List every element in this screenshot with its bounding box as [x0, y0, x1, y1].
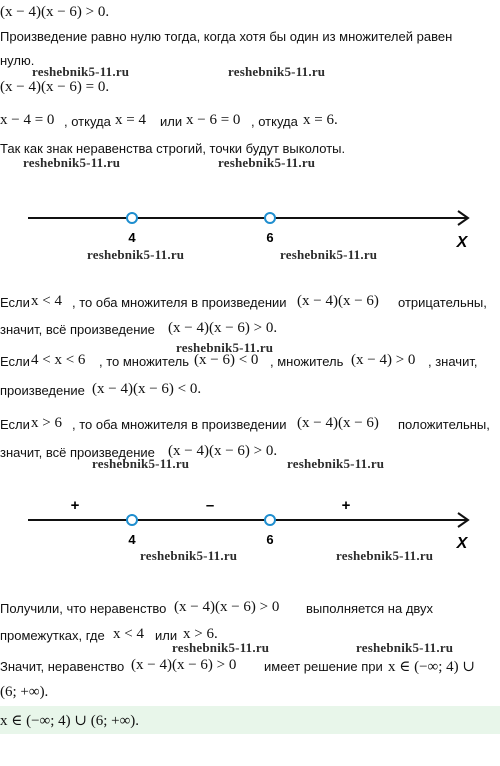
answer-box	[0, 706, 500, 734]
text-fragment: Если	[0, 295, 30, 310]
sign-plus: +	[70, 497, 80, 514]
text-fragment: , то оба множителя в произведении	[72, 295, 287, 310]
math-fragment: (x − 4)(x − 6)	[297, 293, 379, 309]
text-fragment: , значит,	[428, 354, 478, 369]
math-fragment: (x − 4)(x − 6) > 0.	[168, 443, 278, 459]
math-fragment: (x − 4)(x − 6) < 0.	[92, 381, 202, 397]
text-fragment: или	[155, 628, 178, 643]
text-fragment: , откуда	[251, 114, 298, 129]
hollow-point-6	[265, 213, 275, 223]
math-fragment: x − 4 = 0	[0, 112, 55, 128]
math-fragment: (x − 6) < 0	[194, 352, 259, 368]
watermark: reshebnik5-11.ru	[176, 340, 274, 355]
sign-plus: +	[341, 497, 351, 514]
math-fragment: x > 6.	[183, 626, 218, 642]
math-fragment: x ∈ (−∞; 4) ∪	[388, 659, 475, 675]
text-fragment: , откуда	[64, 114, 111, 129]
watermark: reshebnik5-11.ru	[356, 640, 454, 655]
number-line-2	[0, 490, 500, 552]
text-fragment: , множитель	[270, 354, 344, 369]
axis-label: X	[456, 234, 468, 251]
math-fragment: (x − 4)(x − 6) > 0.	[168, 320, 278, 336]
math-fragment: x < 4	[31, 293, 62, 309]
tick-label: 4	[128, 230, 136, 245]
watermark: reshebnik5-11.ru	[23, 155, 121, 170]
hollow-point-4	[127, 213, 137, 223]
text-fragment: Если	[0, 354, 30, 369]
text-line: нулю.	[0, 53, 35, 68]
text-fragment: значит, всё произведение	[0, 445, 155, 460]
text-fragment: выполняется на двух	[306, 601, 434, 616]
tick-label: 4	[128, 532, 136, 547]
watermark: reshebnik5-11.ru	[92, 456, 190, 471]
hollow-point-4	[127, 515, 137, 525]
equation-line: (x − 4)(x − 6) = 0.	[0, 79, 110, 95]
answer-text: x ∈ (−∞; 4) ∪ (6; +∞).	[0, 713, 140, 729]
text-fragment: промежутках, где	[0, 628, 105, 643]
math-fragment: (6; +∞).	[0, 684, 49, 700]
text-fragment: положительны,	[398, 417, 490, 432]
text-fragment: значит, всё произведение	[0, 322, 155, 337]
number-line-1	[0, 200, 500, 252]
text-fragment: имеет решение при	[264, 659, 383, 674]
watermark: reshebnik5-11.ru	[218, 155, 316, 170]
text-fragment: произведение	[0, 383, 85, 398]
text-fragment: Получили, что неравенство	[0, 601, 167, 616]
math-fragment: x − 6 = 0	[186, 112, 241, 128]
text-fragment: , то оба множителя в произведении	[72, 417, 287, 432]
watermark: reshebnik5-11.ru	[172, 640, 270, 655]
text-fragment: Значит, неравенство	[0, 659, 125, 674]
inequality-line: (x − 4)(x − 6) > 0.	[0, 4, 110, 20]
math-fragment: x > 6	[31, 415, 62, 431]
watermark: reshebnik5-11.ru	[280, 247, 378, 262]
text-fragment: , то множитель	[99, 354, 189, 369]
math-fragment: 4 < x < 6	[31, 352, 86, 368]
text-line: Так как знак неравенства строгий, точки будут выколоты.	[0, 141, 346, 156]
math-fragment: (x − 4)(x − 6) > 0	[174, 599, 280, 615]
math-fragment: x = 6.	[303, 112, 338, 128]
watermark: reshebnik5-11.ru	[32, 64, 130, 79]
axis-label: X	[456, 535, 468, 552]
tick-label: 6	[266, 230, 274, 245]
watermark: reshebnik5-11.ru	[228, 64, 326, 79]
text-fragment: Если	[0, 417, 30, 432]
math-fragment: (x − 4)(x − 6)	[297, 415, 379, 431]
sign-minus: –	[205, 497, 215, 514]
watermark: reshebnik5-11.ru	[336, 548, 434, 563]
watermark: reshebnik5-11.ru	[140, 548, 238, 563]
text-fragment: или	[160, 114, 183, 129]
tick-label: 6	[266, 532, 274, 547]
math-fragment: x = 4	[115, 112, 146, 128]
hollow-point-6	[265, 515, 275, 525]
watermark: reshebnik5-11.ru	[287, 456, 385, 471]
watermark: reshebnik5-11.ru	[87, 247, 185, 262]
math-fragment: (x − 4)(x − 6) > 0	[131, 657, 237, 673]
text-fragment: отрицательны,	[398, 295, 487, 310]
math-fragment: x < 4	[113, 626, 144, 642]
text-line: Произведение равно нулю тогда, когда хотя бы один из множителей равен	[0, 29, 453, 44]
math-fragment: (x − 4) > 0	[351, 352, 416, 368]
